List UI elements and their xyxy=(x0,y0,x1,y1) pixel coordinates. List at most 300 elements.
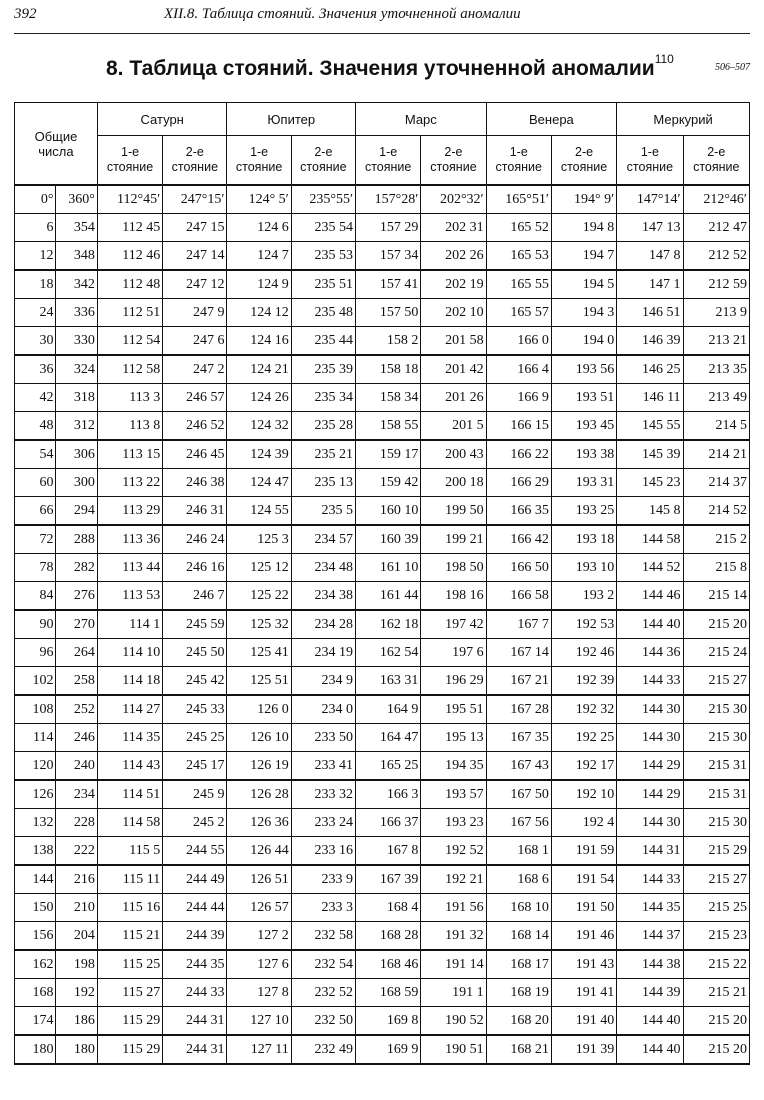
station-ordinal: 1-е xyxy=(121,145,140,159)
value-cell: 157°28′ xyxy=(356,185,421,214)
value-cell: 212°46′ xyxy=(683,185,749,214)
value-cell: 158 55 xyxy=(356,412,421,441)
value-cell: 166 58 xyxy=(486,582,551,611)
value-cell: 112 58 xyxy=(97,355,162,384)
value-cell: 215 29 xyxy=(683,837,749,866)
value-cell: 165 57 xyxy=(486,299,551,327)
argument-cell: 342 xyxy=(56,270,97,299)
value-cell: 191 40 xyxy=(551,1007,616,1036)
value-cell: 159 17 xyxy=(356,440,421,469)
value-cell: 191 54 xyxy=(551,865,616,894)
value-cell: 191 14 xyxy=(421,950,486,979)
argument-cell: 354 xyxy=(56,214,97,242)
value-cell: 192 32 xyxy=(551,695,616,724)
value-cell: 192 4 xyxy=(551,809,616,837)
argument-cell: 228 xyxy=(56,809,97,837)
argument-cell: 210 xyxy=(56,894,97,922)
value-cell: 113 44 xyxy=(97,554,162,582)
value-cell: 115 11 xyxy=(97,865,162,894)
value-cell: 144 36 xyxy=(617,639,683,667)
value-cell: 166 9 xyxy=(486,384,551,412)
value-cell: 191 56 xyxy=(421,894,486,922)
value-cell: 194° 9′ xyxy=(551,185,616,214)
argument-cell: 330 xyxy=(56,327,97,356)
value-cell: 126 44 xyxy=(227,837,291,866)
value-cell: 115 21 xyxy=(97,922,162,951)
table-row xyxy=(15,809,750,837)
value-cell: 126 51 xyxy=(227,865,291,894)
first-station-header xyxy=(486,136,551,186)
value-cell: 199 21 xyxy=(421,525,486,554)
table-row xyxy=(15,384,750,412)
argument-cell: 66 xyxy=(15,497,56,526)
station-word: стояние xyxy=(171,160,219,174)
value-cell: 144 38 xyxy=(617,950,683,979)
value-cell: 161 44 xyxy=(356,582,421,611)
value-cell: 245 33 xyxy=(163,695,227,724)
value-cell: 234 19 xyxy=(291,639,355,667)
argument-cell: 222 xyxy=(56,837,97,866)
value-cell: 193 45 xyxy=(551,412,616,441)
argument-cell: 6 xyxy=(15,214,56,242)
value-cell: 145 55 xyxy=(617,412,683,441)
table-row xyxy=(15,582,750,611)
argument-cell: 102 xyxy=(15,667,56,696)
header-rule xyxy=(14,33,750,34)
value-cell: 244 31 xyxy=(163,1007,227,1036)
value-cell: 235 39 xyxy=(291,355,355,384)
value-cell: 166 50 xyxy=(486,554,551,582)
table-row xyxy=(15,752,750,781)
value-cell: 193 23 xyxy=(421,809,486,837)
value-cell: 127 8 xyxy=(227,979,291,1007)
table-row xyxy=(15,950,750,979)
value-cell: 246 57 xyxy=(163,384,227,412)
value-cell: 166 37 xyxy=(356,809,421,837)
value-cell: 195 13 xyxy=(421,724,486,752)
value-cell: 244 35 xyxy=(163,950,227,979)
value-cell: 113 36 xyxy=(97,525,162,554)
value-cell: 214 37 xyxy=(683,469,749,497)
value-cell: 124 55 xyxy=(227,497,291,526)
planet-header-mars: Марс xyxy=(356,103,487,136)
value-cell: 215 27 xyxy=(683,667,749,696)
table-row xyxy=(15,497,750,526)
value-cell: 144 40 xyxy=(617,610,683,639)
station-ordinal: 1-е xyxy=(640,145,659,159)
value-cell: 191 41 xyxy=(551,979,616,1007)
value-cell: 165°51′ xyxy=(486,185,551,214)
value-cell: 162 54 xyxy=(356,639,421,667)
value-cell: 126 10 xyxy=(227,724,291,752)
argument-cell: 216 xyxy=(56,865,97,894)
value-cell: 191 46 xyxy=(551,922,616,951)
value-cell: 215 20 xyxy=(683,1035,749,1064)
table-row xyxy=(15,695,750,724)
value-cell: 192 46 xyxy=(551,639,616,667)
value-cell: 246 52 xyxy=(163,412,227,441)
argument-cell: 264 xyxy=(56,639,97,667)
table-row xyxy=(15,979,750,1007)
value-cell: 191 50 xyxy=(551,894,616,922)
value-cell: 114 58 xyxy=(97,809,162,837)
value-cell: 126 57 xyxy=(227,894,291,922)
value-cell: 193 51 xyxy=(551,384,616,412)
table-row xyxy=(15,299,750,327)
second-station-header xyxy=(163,136,227,186)
value-cell: 215 27 xyxy=(683,865,749,894)
value-cell: 192 25 xyxy=(551,724,616,752)
argument-cell: 312 xyxy=(56,412,97,441)
value-cell: 144 37 xyxy=(617,922,683,951)
table-row xyxy=(15,610,750,639)
station-word: стояние xyxy=(235,160,283,174)
value-cell: 157 34 xyxy=(356,242,421,271)
value-cell: 201 26 xyxy=(421,384,486,412)
argument-cell: 0° xyxy=(15,185,56,214)
value-cell: 125 41 xyxy=(227,639,291,667)
value-cell: 160 39 xyxy=(356,525,421,554)
value-cell: 244 39 xyxy=(163,922,227,951)
value-cell: 247°15′ xyxy=(163,185,227,214)
station-ordinal: 1-е xyxy=(509,145,528,159)
argument-cell: 348 xyxy=(56,242,97,271)
value-cell: 194 7 xyxy=(551,242,616,271)
argument-cell: 60 xyxy=(15,469,56,497)
table-row xyxy=(15,894,750,922)
table-row xyxy=(15,242,750,271)
value-cell: 115 25 xyxy=(97,950,162,979)
value-cell: 169 8 xyxy=(356,1007,421,1036)
value-cell: 144 46 xyxy=(617,582,683,611)
value-cell: 168 59 xyxy=(356,979,421,1007)
value-cell: 246 16 xyxy=(163,554,227,582)
value-cell: 125 32 xyxy=(227,610,291,639)
value-cell: 166 29 xyxy=(486,469,551,497)
value-cell: 144 29 xyxy=(617,752,683,781)
value-cell: 233 41 xyxy=(291,752,355,781)
station-ordinal: 2-е xyxy=(575,145,594,159)
argument-cell: 24 xyxy=(15,299,56,327)
argument-cell: 96 xyxy=(15,639,56,667)
footnote-marker: 110 xyxy=(654,52,674,66)
argument-cell: 120 xyxy=(15,752,56,781)
value-cell: 194 8 xyxy=(551,214,616,242)
table-row xyxy=(15,554,750,582)
argument-cell: 276 xyxy=(56,582,97,611)
value-cell: 168 1 xyxy=(486,837,551,866)
value-cell: 114 18 xyxy=(97,667,162,696)
value-cell: 193 38 xyxy=(551,440,616,469)
running-title: XII.8. Таблица стояний. Значения уточненной аномалии xyxy=(164,6,521,22)
value-cell: 235 51 xyxy=(291,270,355,299)
value-cell: 202 10 xyxy=(421,299,486,327)
value-cell: 233 24 xyxy=(291,809,355,837)
table-row xyxy=(15,865,750,894)
value-cell: 168 6 xyxy=(486,865,551,894)
value-cell: 146 11 xyxy=(617,384,683,412)
value-cell: 193 2 xyxy=(551,582,616,611)
value-cell: 113 3 xyxy=(97,384,162,412)
table-row xyxy=(15,469,750,497)
value-cell: 215 22 xyxy=(683,950,749,979)
value-cell: 235 48 xyxy=(291,299,355,327)
value-cell: 190 52 xyxy=(421,1007,486,1036)
value-cell: 235 28 xyxy=(291,412,355,441)
value-cell: 147°14′ xyxy=(617,185,683,214)
argument-cell: 156 xyxy=(15,922,56,951)
argument-cell: 246 xyxy=(56,724,97,752)
value-cell: 247 9 xyxy=(163,299,227,327)
value-cell: 199 50 xyxy=(421,497,486,526)
value-cell: 127 2 xyxy=(227,922,291,951)
value-cell: 234 9 xyxy=(291,667,355,696)
value-cell: 164 47 xyxy=(356,724,421,752)
value-cell: 167 35 xyxy=(486,724,551,752)
station-ordinal: 2-е xyxy=(444,145,463,159)
table-row xyxy=(15,525,750,554)
value-cell: 193 18 xyxy=(551,525,616,554)
value-cell: 126 19 xyxy=(227,752,291,781)
value-cell: 166 22 xyxy=(486,440,551,469)
value-cell: 157 29 xyxy=(356,214,421,242)
argument-cell: 282 xyxy=(56,554,97,582)
argument-cell: 174 xyxy=(15,1007,56,1036)
value-cell: 215 25 xyxy=(683,894,749,922)
argument-cell: 126 xyxy=(15,780,56,809)
value-cell: 244 44 xyxy=(163,894,227,922)
table-row xyxy=(15,724,750,752)
value-cell: 233 32 xyxy=(291,780,355,809)
value-cell: 168 17 xyxy=(486,950,551,979)
value-cell: 144 29 xyxy=(617,780,683,809)
table-row xyxy=(15,327,750,356)
value-cell: 145 8 xyxy=(617,497,683,526)
page-number: 392 xyxy=(14,6,37,22)
value-cell: 145 39 xyxy=(617,440,683,469)
value-cell: 197 6 xyxy=(421,639,486,667)
value-cell: 167 43 xyxy=(486,752,551,781)
table-row xyxy=(15,780,750,809)
value-cell: 169 9 xyxy=(356,1035,421,1064)
value-cell: 144 30 xyxy=(617,695,683,724)
value-cell: 235 13 xyxy=(291,469,355,497)
value-cell: 200 43 xyxy=(421,440,486,469)
value-cell: 124° 5′ xyxy=(227,185,291,214)
table-row xyxy=(15,837,750,866)
table-row xyxy=(15,639,750,667)
value-cell: 214 5 xyxy=(683,412,749,441)
value-cell: 147 1 xyxy=(617,270,683,299)
value-cell: 112 48 xyxy=(97,270,162,299)
corner-label-line2: числа xyxy=(38,143,74,159)
value-cell: 113 15 xyxy=(97,440,162,469)
argument-cell: 180 xyxy=(56,1035,97,1064)
common-numbers-header xyxy=(15,103,98,186)
argument-cell: 72 xyxy=(15,525,56,554)
value-cell: 191 43 xyxy=(551,950,616,979)
value-cell: 167 56 xyxy=(486,809,551,837)
value-cell: 124 26 xyxy=(227,384,291,412)
argument-cell: 234 xyxy=(56,780,97,809)
planet-header-venus: Венера xyxy=(486,103,617,136)
value-cell: 112°45′ xyxy=(97,185,162,214)
station-word: стояние xyxy=(626,160,674,174)
value-cell: 234 28 xyxy=(291,610,355,639)
value-cell: 144 35 xyxy=(617,894,683,922)
value-cell: 215 20 xyxy=(683,1007,749,1036)
value-cell: 167 21 xyxy=(486,667,551,696)
value-cell: 192 52 xyxy=(421,837,486,866)
value-cell: 112 45 xyxy=(97,214,162,242)
value-cell: 246 31 xyxy=(163,497,227,526)
value-cell: 193 10 xyxy=(551,554,616,582)
value-cell: 235 21 xyxy=(291,440,355,469)
value-cell: 193 31 xyxy=(551,469,616,497)
value-cell: 195 51 xyxy=(421,695,486,724)
table-row xyxy=(15,214,750,242)
value-cell: 191 1 xyxy=(421,979,486,1007)
argument-cell: 144 xyxy=(15,865,56,894)
value-cell: 215 23 xyxy=(683,922,749,951)
station-word: стояние xyxy=(495,160,542,174)
value-cell: 124 16 xyxy=(227,327,291,356)
value-cell: 244 31 xyxy=(163,1035,227,1064)
value-cell: 201 42 xyxy=(421,355,486,384)
value-cell: 124 7 xyxy=(227,242,291,271)
second-station-header xyxy=(683,136,749,186)
argument-cell: 288 xyxy=(56,525,97,554)
value-cell: 232 49 xyxy=(291,1035,355,1064)
value-cell: 144 40 xyxy=(617,1035,683,1064)
value-cell: 213 49 xyxy=(683,384,749,412)
argument-cell: 114 xyxy=(15,724,56,752)
value-cell: 235 34 xyxy=(291,384,355,412)
value-cell: 245 50 xyxy=(163,639,227,667)
station-ordinal: 1-е xyxy=(250,145,269,159)
value-cell: 245 2 xyxy=(163,809,227,837)
value-cell: 244 33 xyxy=(163,979,227,1007)
value-cell: 215 14 xyxy=(683,582,749,611)
value-cell: 158 34 xyxy=(356,384,421,412)
value-cell: 215 30 xyxy=(683,695,749,724)
table-title xyxy=(106,52,674,81)
value-cell: 247 12 xyxy=(163,270,227,299)
value-cell: 232 52 xyxy=(291,979,355,1007)
value-cell: 144 39 xyxy=(617,979,683,1007)
argument-cell: 84 xyxy=(15,582,56,611)
value-cell: 244 49 xyxy=(163,865,227,894)
station-ordinal: 2-е xyxy=(707,145,726,159)
value-cell: 213 21 xyxy=(683,327,749,356)
value-cell: 235 53 xyxy=(291,242,355,271)
argument-cell: 270 xyxy=(56,610,97,639)
table-title-text: 8. Таблица стояний. Значения уточненной аномалии xyxy=(106,57,655,80)
value-cell: 166 15 xyxy=(486,412,551,441)
value-cell: 232 50 xyxy=(291,1007,355,1036)
value-cell: 163 31 xyxy=(356,667,421,696)
station-word: стояние xyxy=(560,160,608,174)
value-cell: 125 12 xyxy=(227,554,291,582)
station-ordinal: 1-е xyxy=(379,145,398,159)
value-cell: 158 2 xyxy=(356,327,421,356)
value-cell: 232 54 xyxy=(291,950,355,979)
value-cell: 245 42 xyxy=(163,667,227,696)
value-cell: 115 5 xyxy=(97,837,162,866)
value-cell: 164 9 xyxy=(356,695,421,724)
value-cell: 113 8 xyxy=(97,412,162,441)
value-cell: 233 16 xyxy=(291,837,355,866)
value-cell: 215 20 xyxy=(683,610,749,639)
value-cell: 157 41 xyxy=(356,270,421,299)
value-cell: 114 1 xyxy=(97,610,162,639)
argument-cell: 162 xyxy=(15,950,56,979)
argument-cell: 150 xyxy=(15,894,56,922)
value-cell: 124 6 xyxy=(227,214,291,242)
value-cell: 165 25 xyxy=(356,752,421,781)
value-cell: 233 3 xyxy=(291,894,355,922)
value-cell: 167 8 xyxy=(356,837,421,866)
value-cell: 112 46 xyxy=(97,242,162,271)
table-row xyxy=(15,1035,750,1064)
station-header-row xyxy=(15,136,750,186)
value-cell: 191 59 xyxy=(551,837,616,866)
running-head xyxy=(14,6,750,34)
value-cell: 202 26 xyxy=(421,242,486,271)
argument-cell: 258 xyxy=(56,667,97,696)
value-cell: 192 17 xyxy=(551,752,616,781)
value-cell: 124 12 xyxy=(227,299,291,327)
value-cell: 165 53 xyxy=(486,242,551,271)
argument-cell: 42 xyxy=(15,384,56,412)
table-row xyxy=(15,270,750,299)
value-cell: 235 44 xyxy=(291,327,355,356)
table-body xyxy=(15,185,750,1064)
value-cell: 144 58 xyxy=(617,525,683,554)
value-cell: 214 21 xyxy=(683,440,749,469)
argument-cell: 48 xyxy=(15,412,56,441)
station-word: стояние xyxy=(693,160,740,174)
argument-cell: 186 xyxy=(56,1007,97,1036)
first-station-header xyxy=(617,136,683,186)
value-cell: 202 19 xyxy=(421,270,486,299)
value-cell: 215 31 xyxy=(683,780,749,809)
value-cell: 144 33 xyxy=(617,667,683,696)
value-cell: 190 51 xyxy=(421,1035,486,1064)
value-cell: 246 24 xyxy=(163,525,227,554)
value-cell: 235°55′ xyxy=(291,185,355,214)
value-cell: 125 22 xyxy=(227,582,291,611)
value-cell: 245 9 xyxy=(163,780,227,809)
argument-cell: 18 xyxy=(15,270,56,299)
value-cell: 127 6 xyxy=(227,950,291,979)
value-cell: 157 50 xyxy=(356,299,421,327)
value-cell: 235 5 xyxy=(291,497,355,526)
argument-cell: 318 xyxy=(56,384,97,412)
argument-cell: 54 xyxy=(15,440,56,469)
value-cell: 232 58 xyxy=(291,922,355,951)
table-row xyxy=(15,1007,750,1036)
value-cell: 234 57 xyxy=(291,525,355,554)
argument-cell: 240 xyxy=(56,752,97,781)
planet-header-jupiter: Юпитер xyxy=(227,103,356,136)
value-cell: 168 19 xyxy=(486,979,551,1007)
value-cell: 112 54 xyxy=(97,327,162,356)
value-cell: 235 54 xyxy=(291,214,355,242)
value-cell: 167 50 xyxy=(486,780,551,809)
value-cell: 212 52 xyxy=(683,242,749,271)
argument-cell: 252 xyxy=(56,695,97,724)
